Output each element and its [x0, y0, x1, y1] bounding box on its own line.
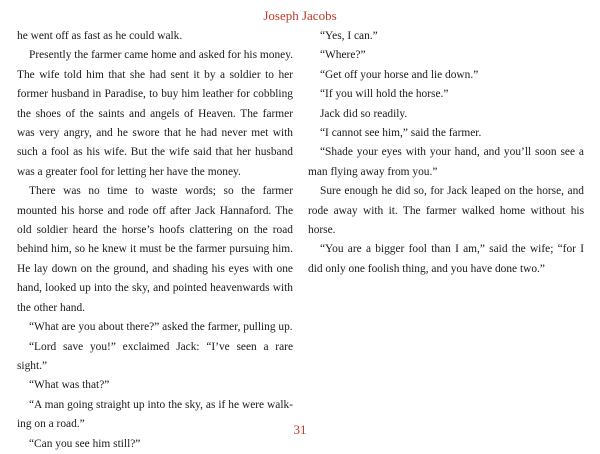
paragraph: “If you will hold the horse.” — [320, 88, 449, 101]
paragraph: Sure enough he did so, for Jack leaped on the horse, and rode away with it. The farmer walked home without his horse. — [308, 185, 584, 237]
paragraph: “Get off your horse and lie down.” — [320, 68, 479, 81]
page-number: 31 — [293, 422, 307, 437]
paragraph: “What was that?” — [29, 379, 110, 392]
paragraph: “What are you about there?” asked the farmer, pulling up. — [29, 321, 293, 334]
paragraph: Presently the farmer came home and asked for his money. The wife told him that she had sent it by a soldier to her former husband in Paradise, to buy him leather for cobbling the shoes of the saints and angels of Heaven. The farmer was very angry, and he swore that he had never met with such a fool as his wife. But the wife said that her husband was a greater fool for letting her have the money. — [17, 49, 293, 178]
paragraph: “You are a bigger fool than I am,” said the wife; “for I did only one foolish thing, and you have done two.” — [308, 243, 584, 275]
paragraph: “Lord save you!” exclaimed Jack: “I’ve seen a rare sight.” — [17, 340, 293, 372]
paragraph: he went off as fast as he could walk. — [17, 30, 183, 42]
running-head: Joseph Jacobs — [263, 8, 337, 23]
paragraph: “Where?” — [320, 49, 366, 62]
paragraph: There was no time to waste words; so the farmer mounted his horse and rode off after Jack Hannaford. The old soldier heard the horse’s hoofs clattering on the road behind him, so he knew it must be the farmer pursuing him. He lay down on the ground, and shading his eyes with one hand, looked up into the sky, and pointed heavenwards with the other hand. — [17, 185, 293, 314]
paragraph: “Shade your eyes with your hand, and you’ll soon see a man flying away from you.” — [308, 146, 584, 178]
paragraph: “Yes, I can.” — [320, 30, 378, 42]
paragraph: “I cannot see him,” said the farmer. — [320, 127, 482, 140]
paragraph: “Can you see him still?” — [29, 437, 141, 450]
left-text-column — [17, 27, 293, 454]
paragraph: “A man going straight up into the sky, as if he were walking on a road.” — [17, 398, 293, 431]
right-text-column — [308, 27, 584, 279]
paragraph: Jack did so readily. — [320, 107, 408, 120]
